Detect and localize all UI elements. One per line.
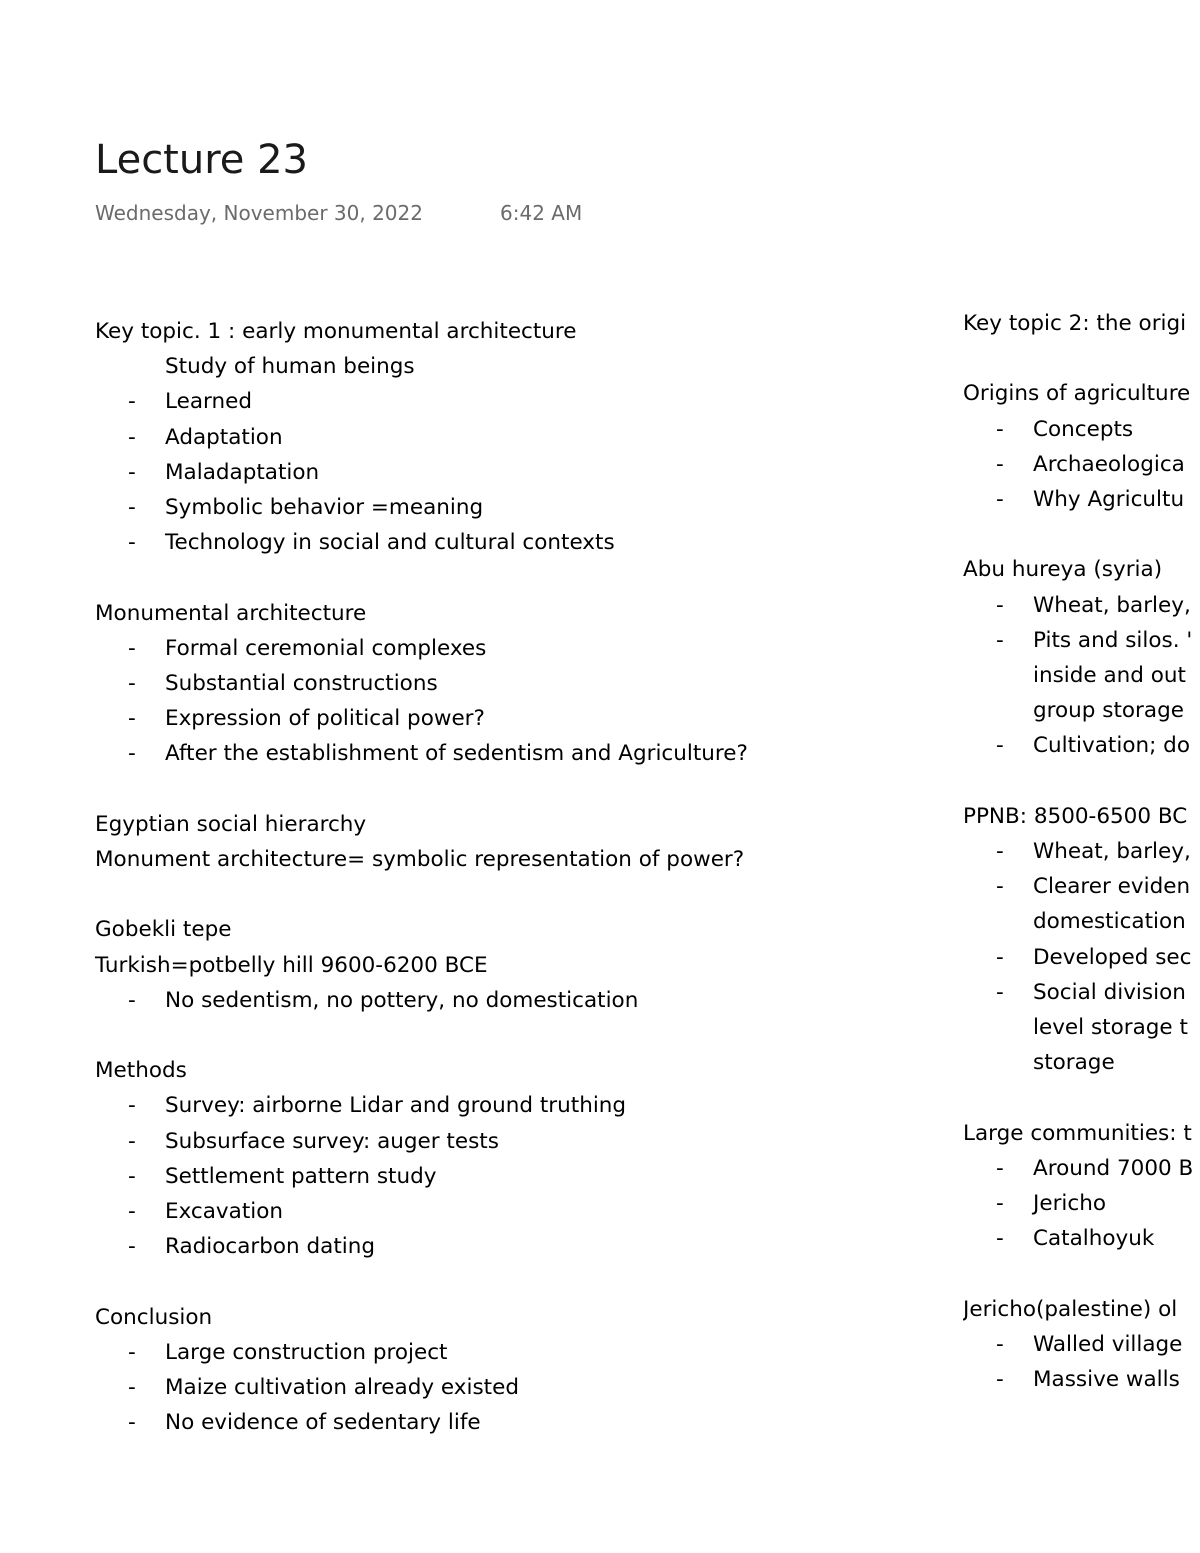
section-heading: Conclusion [95,1304,213,1330]
bullet-item [963,834,1200,869]
note-section [963,552,1200,763]
dash-bullet-icon: - [128,1375,136,1401]
note-section [95,912,935,1018]
note-section [963,1116,1200,1257]
bullet-text: Archaeologica [1033,451,1185,477]
dash-bullet-icon: - [128,495,136,521]
bullet-text: Symbolic behavior =meaning [165,495,484,521]
dash-bullet-icon: - [128,1199,136,1225]
dash-bullet-icon: - [128,459,136,485]
section-heading: Methods [95,1058,187,1084]
bullet-text: level storage t [1033,1015,1188,1041]
bullet-text: Learned [165,389,252,415]
note-section [95,1300,935,1441]
bullet-text: Expression of political power? [165,706,485,732]
dash-bullet-icon: - [128,389,136,415]
bullet-item [963,869,1200,939]
dash-bullet-icon: - [128,635,136,661]
dash-bullet-icon: - [996,1155,1004,1181]
bullet-text: Subsurface survey: auger tests [165,1128,499,1154]
note-section [963,306,1200,341]
bullet-item [95,455,935,490]
bullet-text: Maize cultivation already existed [165,1375,519,1401]
bullet-item [963,1362,1200,1397]
section-heading: Key topic. 1 : early monumental architecture [95,319,577,344]
bullet-item [963,1186,1200,1221]
bullet-text: Substantial constructions [165,671,438,697]
page-title: Lecture 23 [95,137,309,183]
bullet-text: storage [1033,1050,1115,1076]
section-heading: Gobekli tepe [95,917,232,943]
bullet-text: Formal ceremonial complexes [165,635,487,661]
note-section [963,1292,1200,1398]
bullet-item [963,588,1200,623]
bullet-item [95,631,935,666]
dash-bullet-icon: - [996,944,1004,970]
bullet-text: Concepts [1033,416,1134,442]
bullet-item [963,1221,1200,1256]
bullet-text: No sedentism, no pottery, no domestication [165,987,639,1013]
bullet-text: Settlement pattern study [165,1163,437,1189]
page-time: 6:42 AM [500,201,583,225]
bullet-text: Jericho [1033,1191,1106,1217]
dash-bullet-icon: - [996,627,1004,653]
bullet-text: Around 7000 B [1033,1155,1194,1181]
dash-bullet-icon: - [996,874,1004,900]
bullet-item [95,525,935,560]
bullet-text: Maladaptation [165,459,320,485]
left-column [95,314,935,1476]
bullet-text: Catalhoyuk [1033,1226,1155,1252]
bullet-item [963,728,1200,763]
bullet-text: Clearer eviden [1033,874,1191,900]
page-date: Wednesday, November 30, 2022 [95,201,423,225]
bullet-item [95,1405,935,1440]
section-heading: Large communities: t [963,1120,1192,1146]
note-section [963,376,1200,517]
bullet-item [963,623,1200,729]
note-section [95,1053,935,1264]
bullet-text: After the establishment of sedentism and Agriculture? [165,741,748,767]
right-column [963,306,1200,1432]
bullet-text: Why Agricultu [1033,487,1185,512]
bullet-text: Social division [1033,979,1186,1005]
note-line: Monument architecture= symbolic representation of power? [95,847,745,873]
bullet-item [95,420,935,455]
section-heading: Monumental architecture [95,600,367,626]
bullet-item [95,1335,935,1370]
bullet-item [95,983,935,1018]
dash-bullet-icon: - [128,424,136,450]
section-heading: Abu hureya (syria) [963,557,1163,583]
bullet-text: Large construction project [165,1339,448,1365]
bullet-text: No evidence of sedentary life [165,1410,481,1436]
dash-bullet-icon: - [996,733,1004,759]
bullet-item [95,1194,935,1229]
bullet-text: group storage [1033,698,1184,724]
note-line: Turkish=potbelly hill 9600-6200 BCE [95,952,488,978]
bullet-item [963,1327,1200,1362]
dash-bullet-icon: - [128,706,136,732]
note-section [95,596,935,772]
dash-bullet-icon: - [128,987,136,1013]
indented-note-line: Study of human beings [165,354,415,380]
bullet-item [95,666,935,701]
section-heading: PPNB: 8500-6500 BC [963,803,1188,829]
section-heading: Jericho(palestine) ol [963,1296,1178,1322]
bullet-text: inside and out [1033,663,1186,688]
dash-bullet-icon: - [996,839,1004,864]
dash-bullet-icon: - [996,487,1004,512]
dash-bullet-icon: - [996,979,1004,1005]
bullet-item [963,447,1200,482]
dash-bullet-icon: - [128,1410,136,1436]
bullet-item [95,701,935,736]
bullet-item [95,1370,935,1405]
bullet-item [963,412,1200,447]
bullet-item [963,1151,1200,1186]
bullet-item [963,975,1200,1081]
bullet-text: Technology in social and cultural contexts [165,530,615,556]
bullet-item [95,1124,935,1159]
dash-bullet-icon: - [128,1234,136,1260]
dash-bullet-icon: - [996,1191,1004,1217]
dash-bullet-icon: - [128,741,136,767]
note-section [95,807,935,877]
dash-bullet-icon: - [996,592,1004,618]
bullet-text: Wheat, barley, [1033,592,1191,618]
bullet-item [95,736,935,771]
bullet-text: Survey: airborne Lidar and ground truthing [165,1093,627,1119]
dash-bullet-icon: - [996,1331,1004,1357]
note-section [95,314,935,560]
bullet-text: Adaptation [165,424,283,450]
dash-bullet-icon: - [128,1339,136,1365]
dash-bullet-icon: - [128,1128,136,1154]
dash-bullet-icon: - [128,1163,136,1189]
dash-bullet-icon: - [996,451,1004,477]
section-heading: Egyptian social hierarchy [95,811,367,837]
bullet-item [95,1088,935,1123]
bullet-item [963,940,1200,975]
bullet-text: Cultivation; do [1033,733,1190,759]
bullet-text: Walled village [1033,1331,1183,1357]
section-heading: Origins of agriculture [963,381,1191,407]
bullet-text: Massive walls [1033,1367,1180,1393]
dash-bullet-icon: - [128,1093,136,1119]
bullet-text: Radiocarbon dating [165,1234,376,1260]
dash-bullet-icon: - [996,416,1004,442]
dash-bullet-icon: - [996,1226,1004,1252]
dash-bullet-icon: - [128,671,136,697]
section-heading: Key topic 2: the origi [963,311,1187,336]
bullet-text: domestication [1033,909,1186,935]
note-section [963,799,1200,1081]
bullet-item [95,1159,935,1194]
dash-bullet-icon: - [128,530,136,556]
bullet-text: Pits and silos. ' [1033,627,1193,653]
bullet-text: Developed sec [1033,944,1192,970]
bullet-item [95,384,935,419]
dash-bullet-icon: - [996,1367,1004,1393]
bullet-text: Excavation [165,1199,284,1225]
bullet-item [95,1229,935,1264]
bullet-item [95,490,935,525]
bullet-text: Wheat, barley, [1033,839,1191,864]
bullet-item [963,482,1200,517]
